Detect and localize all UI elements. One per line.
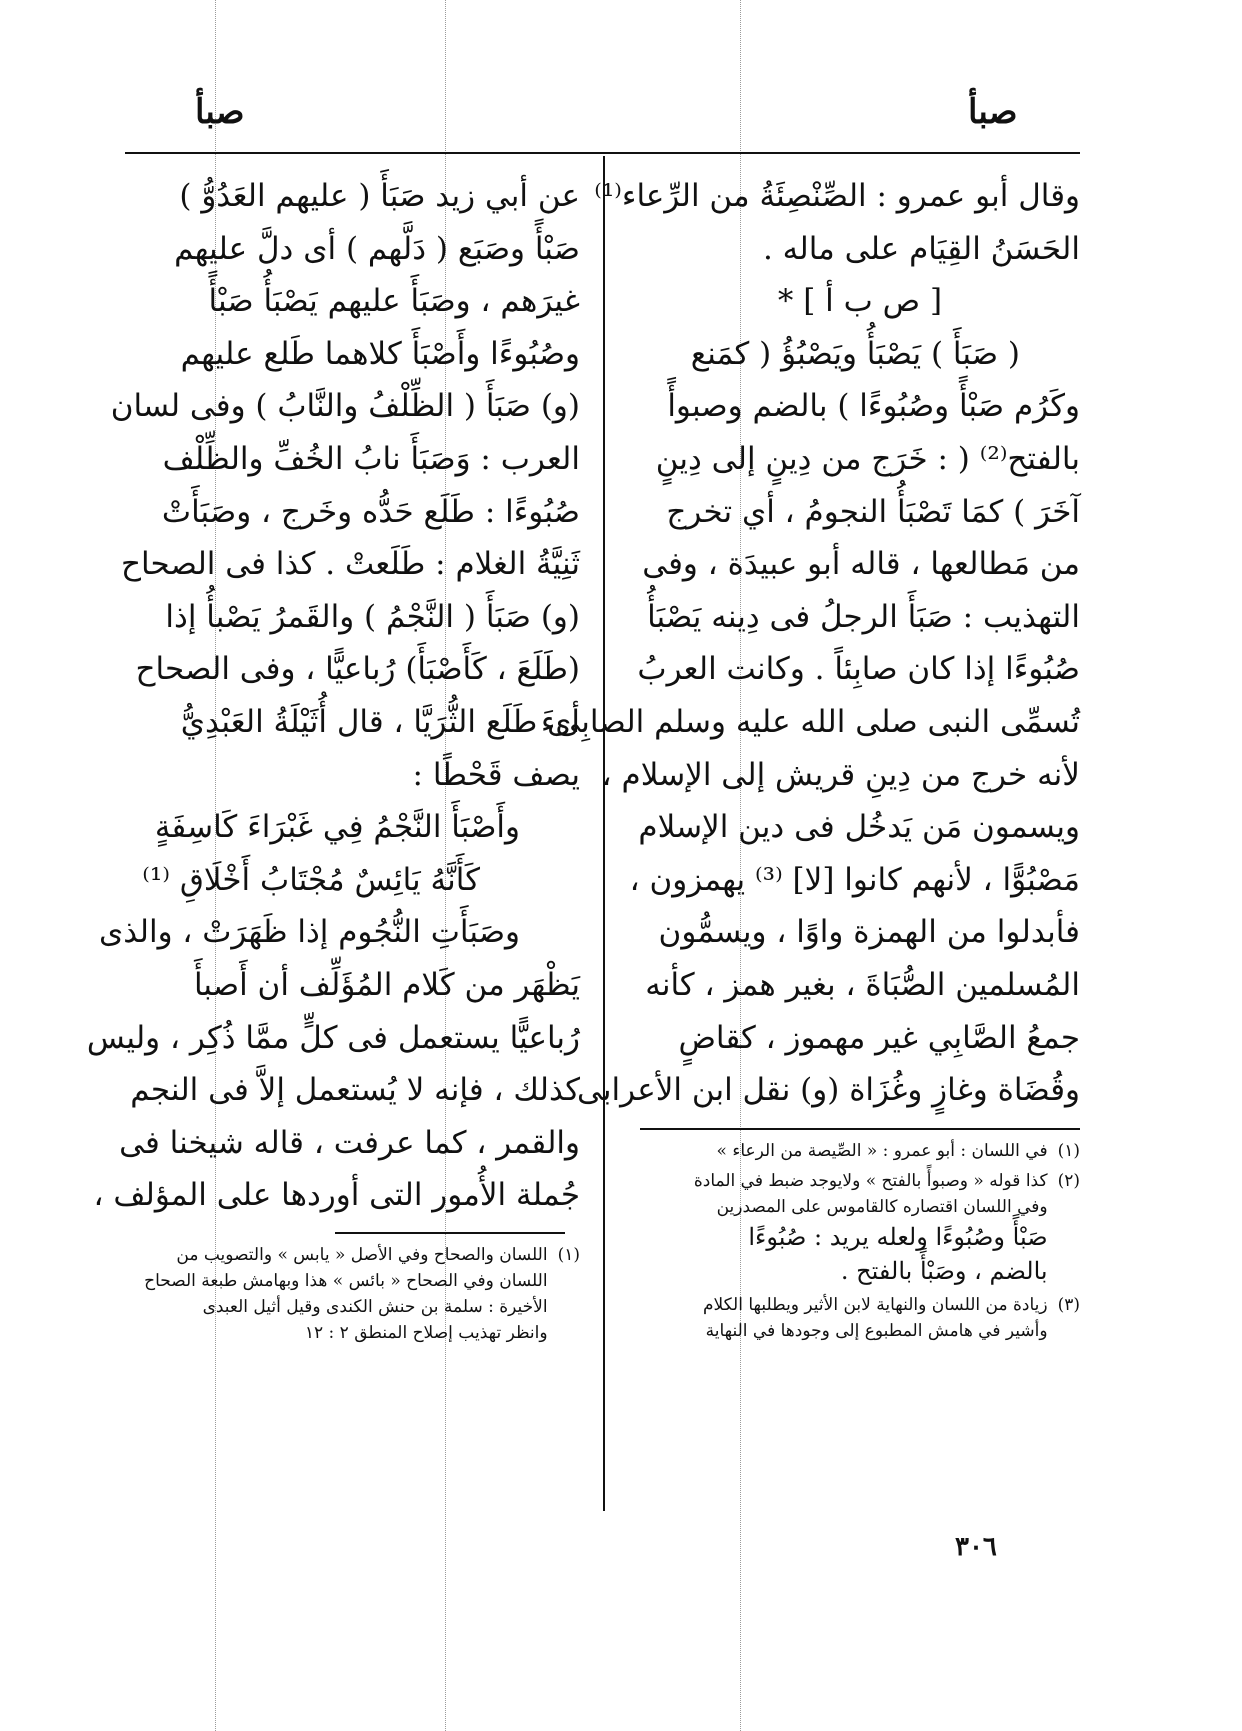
footnote-line: الأخيرة : سلمة بن حنش الكندى وقيل أثيل العبدى xyxy=(202,1297,548,1317)
footnote-line: وفي اللسان اقتصاره كالقاموس على المصدرين xyxy=(716,1197,1048,1217)
text-line: وقال أبو عمرو : الصِّنْصِئَةُ من الرِّعاء⁽¹⁾ xyxy=(594,178,1080,214)
footnote-line: كذا قوله « وصبوأً بالفتح » ولايوجد ضبط في المادة xyxy=(693,1171,1048,1191)
text-line: التهذيب : صَبَأَ الرجلُ فى دِينه يَصْبَأُ xyxy=(647,598,1080,635)
text-line: (و) صَبَأَ ( الظِّلْفُ والنَّابُ ) وفى لسان xyxy=(110,388,580,425)
text-line: العرب : وَصَبَأَ نابُ الخُفِّ والظِّلْف xyxy=(162,440,580,477)
column-divider xyxy=(603,156,605,1511)
entry-heading: [ ص ب أ ] * xyxy=(777,283,943,320)
footnote xyxy=(640,1168,1080,1288)
footnote-line: صَبْأً وصُبُوءًا ولعله يريد : صُبُوءًا xyxy=(748,1223,1048,1251)
text-line: يصف قَحْطًا : xyxy=(412,756,580,793)
text-line: وصَبَأَتِ النُّجُوم إذا ظَهَرَتْ ، والذى xyxy=(98,914,520,951)
verse-line: كَأَنَّهُ يَائِسٌ مُجْتَابُ أَخْلَاقِ ⁽¹⁾ xyxy=(142,861,480,898)
footnote-line: وأشير في هامش المطبوع إلى وجودها في النهاية xyxy=(705,1321,1048,1341)
text-line: أى طَلَع الثُّرَيَّا ، قال أُثَيْلَةُ العَبْدِيُّ xyxy=(180,703,580,740)
text-line: صَبْأً وصَبَع ( دَلَّهم ) أى دلَّ عليهم xyxy=(174,230,580,267)
text-line: لأنه خرج من دِينِ قريش إلى الإسلام ، xyxy=(601,756,1080,793)
page-number: ٣٠٦ xyxy=(955,1532,997,1562)
footnote-line: اللسان وفي الصحاح « بائس » هذا وبهامش طبعة الصحاح xyxy=(144,1271,548,1291)
text-line: تُسمِّى النبى صلى الله عليه وسلم الصابِىءَ xyxy=(540,703,1080,740)
text-line: جُملة الأُمور التى أوردها على المؤلف ، xyxy=(93,1177,580,1214)
text-line: رُباعيًّا يستعمل فى كلٍّ ممَّا ذُكِر ، وليس xyxy=(86,1019,580,1056)
footnote xyxy=(640,1292,1080,1344)
text-line: (طَلَعَ ، كَأَصْبَأَ) رُباعيًّا ، وفى الصحاح xyxy=(135,651,580,688)
text-line: يَظْهَر من كَلام المُؤَلِّف أن أَصبأَ xyxy=(193,966,580,1003)
right-column xyxy=(540,170,1080,1117)
footnote-number: (١) xyxy=(557,1245,580,1265)
text-line: عن أبي زيد صَبَأَ ( عليهم العَدُوُّ ) xyxy=(179,178,580,214)
text-line: الحَسَنُ القِيَام على ماله . xyxy=(762,230,1080,267)
footnote-number: (٣) xyxy=(1057,1295,1080,1315)
text-line: وقُضَاة وغازٍ وغُزَاة (و) نقل ابن الأعرابى xyxy=(577,1072,1080,1109)
text-line: فأبدلوا من الهمزة واوًا ، ويسمُّون xyxy=(658,914,1080,951)
footnote-number: (١) xyxy=(1057,1141,1080,1161)
text-line: والقمر ، كما عرفت ، قاله شيخنا فى xyxy=(119,1124,580,1161)
footnote xyxy=(125,1242,580,1346)
footnote-number: (٢) xyxy=(1057,1171,1080,1191)
text-line: مَصْبُوًّا ، لأنهم كانوا [لا] ⁽³⁾ يهمزون ، xyxy=(629,861,1080,898)
footnote-line: في اللسان : أبو عمرو : « الصِّيصة من الرعاء » xyxy=(716,1141,1048,1161)
text-line: ويسمون مَن يَدخُل فى دين الإسلام xyxy=(638,809,1080,846)
footnote-line: بالضم ، وصَبْأً بالفتح . xyxy=(840,1257,1048,1285)
header-rule xyxy=(125,152,1080,154)
text-line: بالفتح⁽²⁾ ( : خَرَج من دِينٍ إلى دِينٍ xyxy=(655,440,1080,477)
text-line: من مَطالعها ، قاله أبو عبيدَة ، وفى xyxy=(642,546,1080,583)
text-line: (و) صَبَأَ ( النَّجْمُ ) والقَمرُ يَصْبأُ إذا xyxy=(165,598,580,635)
footnote-line: اللسان والصحاح وفي الأصل « يابس » والتصويب من xyxy=(176,1245,548,1265)
text-line: صُبُوءًا : طَلَع حَدُّه وخَرج ، وصَبَأَتْ xyxy=(161,493,580,530)
text-line: المُسلمين الصُّبَاةَ ، بغير همز ، كأنه xyxy=(645,966,1080,1003)
text-line: كذلك ، فإنه لا يُستعمل إلاَّ فى النجم xyxy=(130,1072,580,1109)
text-line: وصُبُوءًا وأَصْبَأَ كلاهما طَلع عليهم xyxy=(180,335,580,372)
text-line: وكَرُم صَبْأً وصُبُوءًا ) بالضم وصبوأً xyxy=(667,388,1080,425)
text-line: آخَرَ ) كمَا تَصْبَأُ النجومُ ، أي تخرج xyxy=(666,493,1080,530)
left-column xyxy=(86,170,580,1222)
verse-line: وأَصْبَأَ النَّجْمُ فِي غَبْرَاءَ كَاسِفَةٍ xyxy=(154,809,520,846)
footnote-line: وانظر تهذيب إصلاح المنطق ٢ : ١٢ xyxy=(304,1323,548,1343)
right-footnotes xyxy=(640,1138,1080,1348)
header-left-title: صبأ xyxy=(195,92,245,132)
right-footnote-rule xyxy=(640,1128,1080,1130)
left-footnotes xyxy=(125,1242,580,1350)
left-footnote-rule xyxy=(335,1232,565,1234)
footnote xyxy=(640,1138,1080,1164)
text-line: صُبُوءًا إذا كان صابِئاً . وكانت العربُ xyxy=(637,651,1080,688)
text-line: ( صَبَأَ ) يَصْبَأُ ويَصْبُؤُ ( كمَنع xyxy=(690,335,1020,372)
header-right-title: صبأ xyxy=(968,92,1018,132)
text-line: جمعُ الصَّابِي غير مهموز ، كقاضٍ xyxy=(678,1019,1080,1056)
text-line: غيرَهم ، وصَبَأَ عليهم يَصْبَأُ صَبْأً xyxy=(208,283,580,320)
text-line: ثَنِيَّةُ الغلام : طَلَعتْ . كذا فى الصحاح xyxy=(121,546,580,583)
footnote-line: زيادة من اللسان والنهاية لابن الأثير ويطلبها الكلام xyxy=(702,1295,1048,1315)
